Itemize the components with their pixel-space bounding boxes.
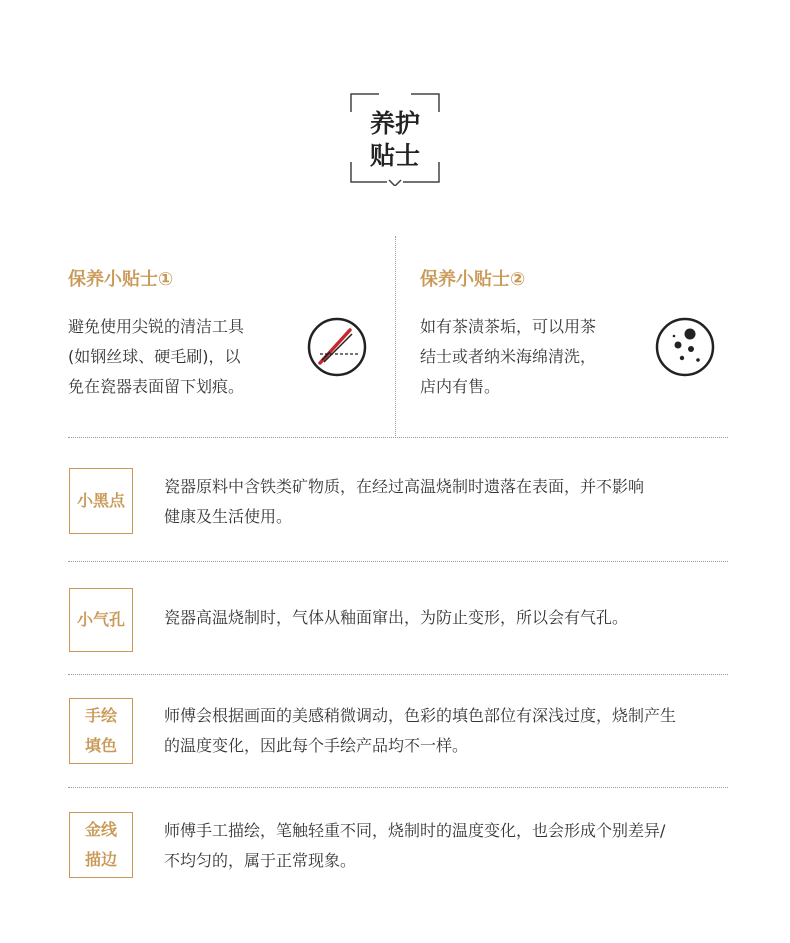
note-line: 健康及生活使用。 <box>164 507 293 526</box>
section-divider <box>68 561 728 562</box>
note-line: 师傅会根据画面的美感稍微调动，色彩的填色部位有深浅过度，烧制产生 <box>164 706 677 725</box>
tip-1-line: 免在瓷器表面留下划痕。 <box>68 377 245 396</box>
note-label-text: 手绘 <box>84 706 117 725</box>
note-line: 瓷器原料中含铁类矿物质，在经过高温烧制时遗落在表面，并不影响 <box>164 477 645 496</box>
tip-1-line: 避免使用尖锐的清洁工具 <box>68 317 245 336</box>
section-divider <box>68 674 728 675</box>
note-label-black-spots <box>69 468 133 534</box>
tip-2-body <box>420 312 670 402</box>
note-label-text: 金线 <box>84 820 117 839</box>
page-title-line1: 养护 <box>369 109 420 138</box>
note-label-pores <box>69 588 133 652</box>
page-title-line2: 贴士 <box>369 141 420 170</box>
note-label-gold-outline <box>69 812 133 878</box>
tip-1-body <box>68 312 318 402</box>
tip-2-title: 保养小贴士② <box>420 269 526 290</box>
note-label-hand-painted <box>69 698 133 764</box>
note-line: 的温度变化，因此每个手绘产品均不一样。 <box>164 736 469 755</box>
note-line: 不均匀的，属于正常现象。 <box>164 851 357 870</box>
note-label-text: 小气孔 <box>76 610 125 629</box>
page-title <box>349 108 441 172</box>
section-divider <box>68 787 728 788</box>
note-text-black-spots <box>164 472 734 532</box>
note-text-pores <box>164 603 734 633</box>
note-label-text: 描边 <box>84 850 117 869</box>
tip-1-title: 保养小贴士① <box>68 269 174 290</box>
note-label-text: 填色 <box>84 736 117 755</box>
no-scraping-icon <box>306 316 368 378</box>
note-line: 瓷器高温烧制时，气体从釉面窜出，为防止变形，所以会有气孔。 <box>164 608 629 627</box>
note-label-text: 小黑点 <box>76 491 125 510</box>
note-line: 师傅手工描绘，笔触轻重不同，烧制时的温度变化，也会形成个别差异/ <box>164 821 666 840</box>
tip-2-line: 如有茶渍茶垢，可以用茶 <box>420 317 597 336</box>
tip-1-line: (如钢丝球、硬毛刷)，以 <box>68 347 241 366</box>
tip-2-line: 店内有售。 <box>420 377 501 396</box>
tip-2-line: 结士或者纳米海绵清洗， <box>420 347 597 366</box>
column-divider <box>395 236 396 436</box>
stain-dots-icon <box>654 316 716 378</box>
section-divider <box>68 437 728 438</box>
note-text-hand-painted <box>164 701 734 761</box>
note-text-gold-outline <box>164 816 734 876</box>
